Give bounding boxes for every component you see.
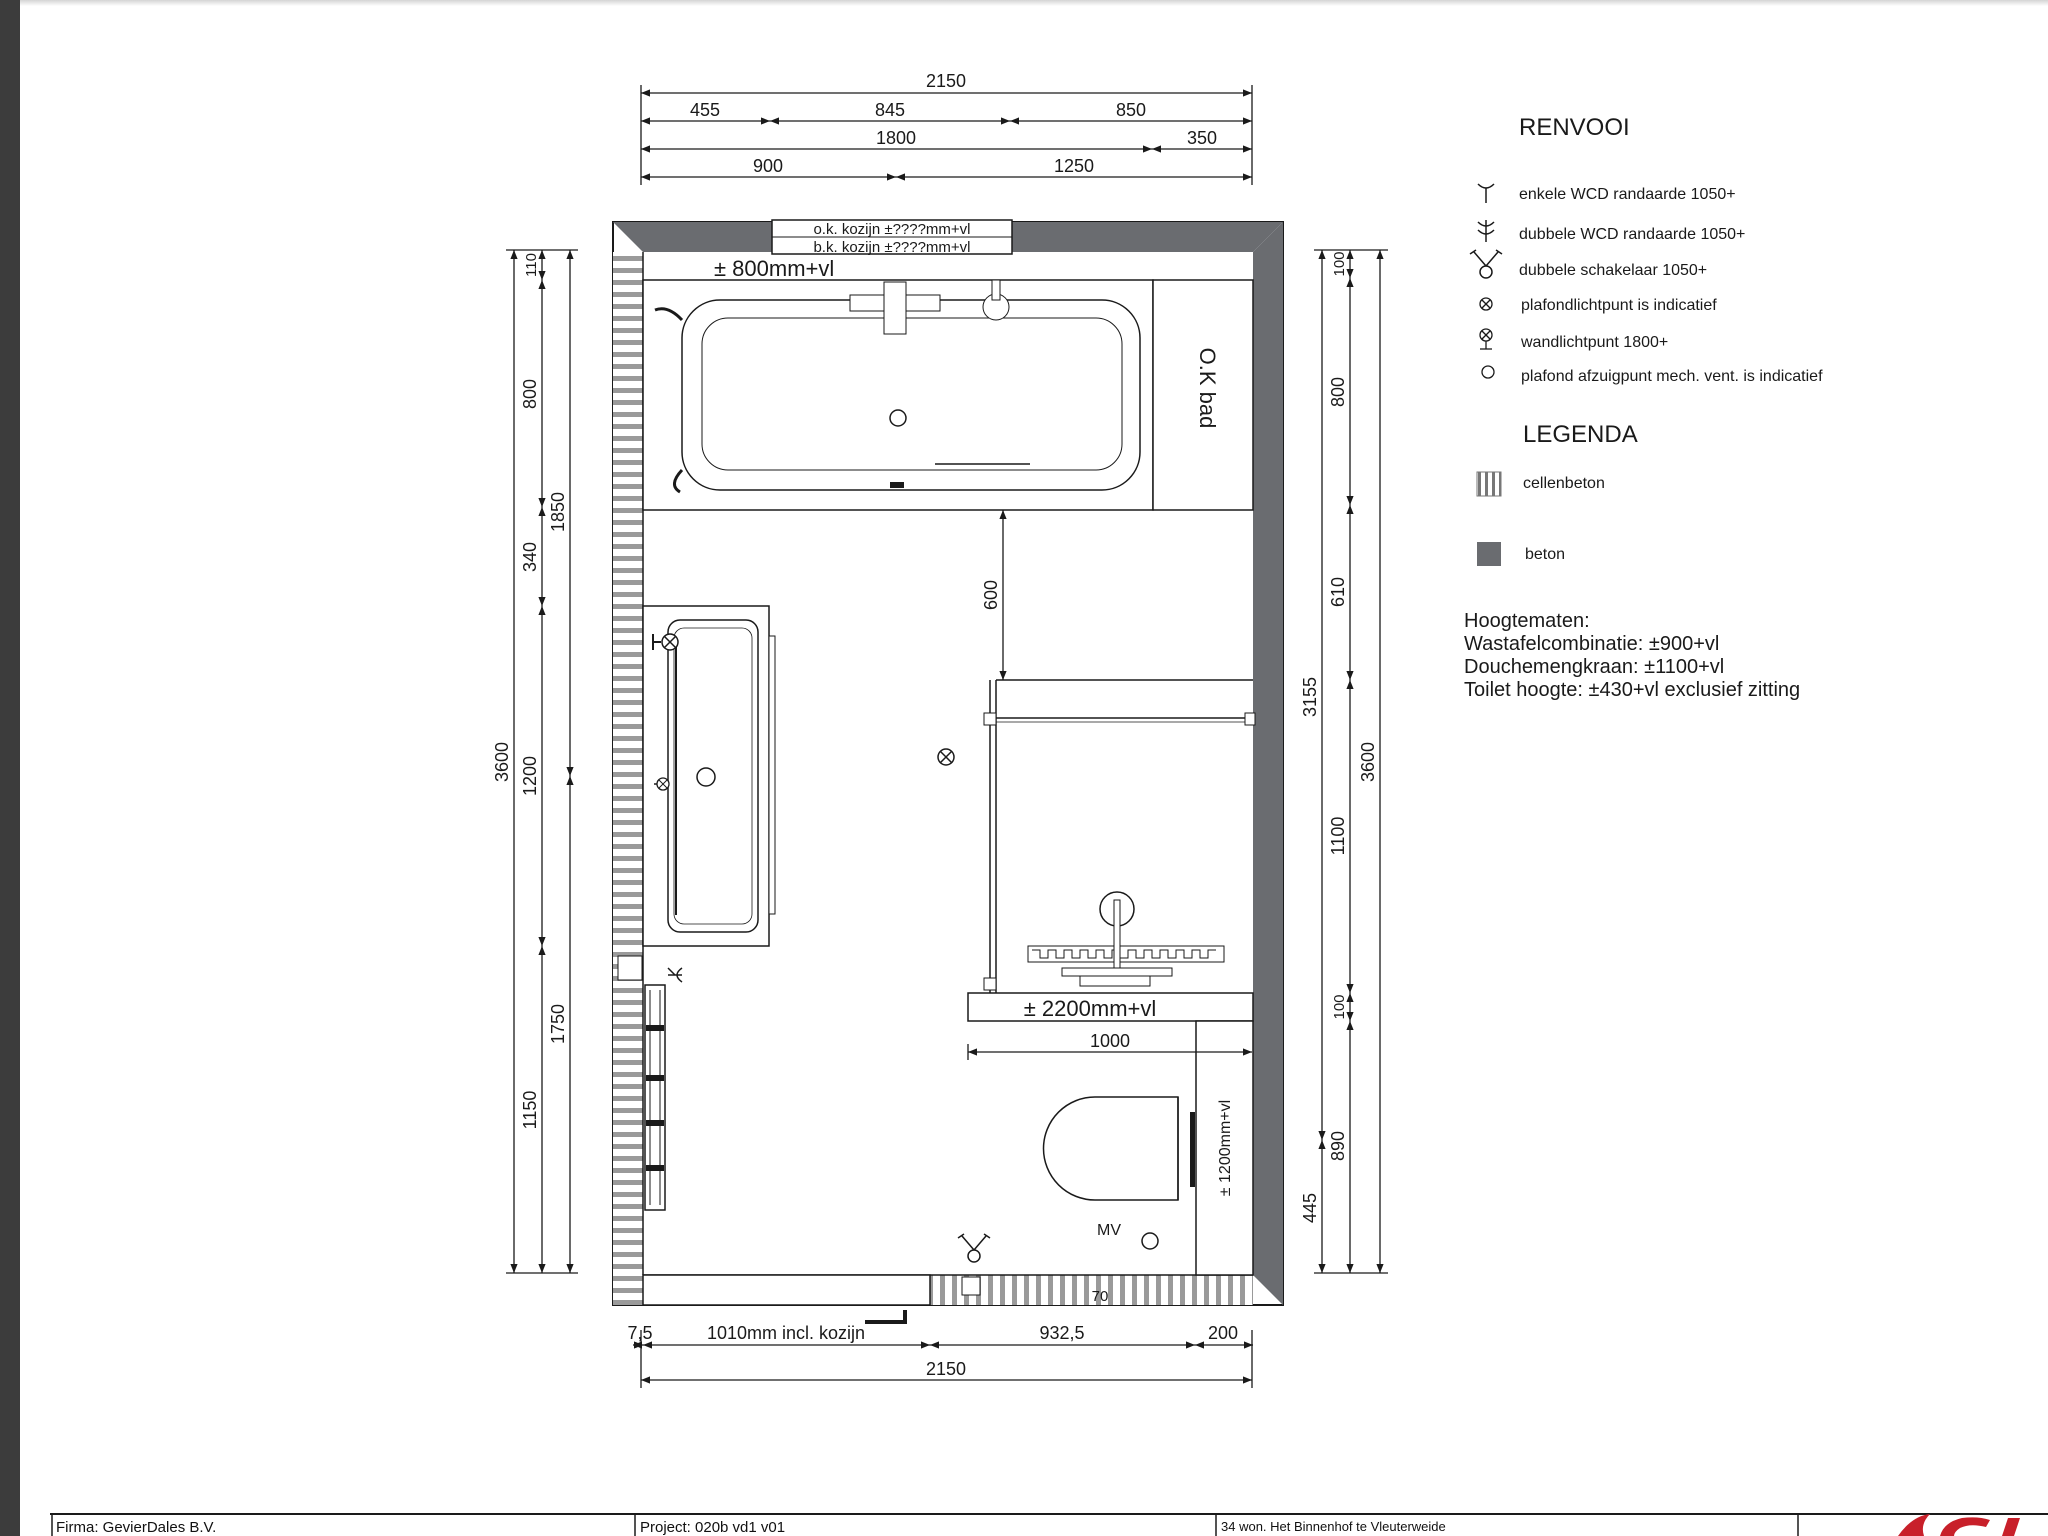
dim-left-d: 1200 bbox=[520, 755, 540, 797]
dim-bottom-d: 200 bbox=[1207, 1323, 1239, 1343]
dim-right-mid-a: 3155 bbox=[1300, 676, 1320, 718]
ceiling-light-icon bbox=[1480, 298, 1492, 310]
window-top-label: o.k. kozijn ±????mm+vl bbox=[813, 221, 971, 238]
dim-left-a: 110 bbox=[523, 253, 540, 277]
washbasin bbox=[643, 606, 775, 946]
dim-top-row3-a: 900 bbox=[752, 156, 784, 176]
wall-light-icon bbox=[1480, 329, 1492, 349]
shower-height-label: ± 2200mm+vl bbox=[1023, 996, 1157, 1021]
legenda bbox=[1477, 421, 1638, 566]
title-block bbox=[50, 1514, 2048, 1536]
renvooi-item-label: dubbele WCD randaarde 1050+ bbox=[1519, 226, 1746, 243]
height-note-line: Wastafelcombinatie: ±900+vl bbox=[1464, 633, 1720, 655]
renvooi-item-label: enkele WCD randaarde 1050+ bbox=[1519, 186, 1736, 203]
dim-left-mid-a: 1850 bbox=[548, 491, 568, 533]
firma-label: Firma: GevierDales B.V. bbox=[56, 1519, 217, 1536]
bath-drain bbox=[890, 410, 906, 426]
dim-bath-gap: 600 bbox=[981, 579, 1001, 611]
dim-right-b: 800 bbox=[1328, 376, 1348, 408]
dim-shower-width: 1000 bbox=[1089, 1031, 1131, 1051]
dim-bottom-c: 932,5 bbox=[1039, 1323, 1085, 1343]
dim-right-a: 100 bbox=[1331, 251, 1348, 277]
dim-left-mid-b: 1750 bbox=[548, 1003, 568, 1045]
ok-bad-label: O.K bad bbox=[1195, 347, 1220, 429]
double-switch-icon bbox=[1470, 250, 1502, 278]
ventilation-point-symbol bbox=[1142, 1233, 1158, 1249]
concrete-swatch bbox=[1477, 542, 1501, 566]
dim-right-d: 1100 bbox=[1328, 816, 1348, 856]
double-socket-icon bbox=[1478, 220, 1494, 242]
shower bbox=[968, 680, 1255, 1021]
renvooi-item-label: plafondlichtpunt is indicatief bbox=[1521, 297, 1717, 314]
socket-symbol-radiator bbox=[668, 968, 682, 982]
dim-top-row1-a: 455 bbox=[689, 100, 721, 120]
ventilation-point-icon bbox=[1482, 366, 1494, 378]
dim-top-row2-a: 1800 bbox=[875, 128, 917, 148]
height-note-line: Douchemengkraan: ±1100+vl bbox=[1464, 656, 1725, 678]
project-label: Project: 020b vd1 v01 bbox=[640, 1519, 786, 1536]
ceiling-light-symbol bbox=[938, 749, 954, 765]
renvooi-item-label: dubbele schakelaar 1050+ bbox=[1519, 262, 1708, 279]
window-bottom-label: b.k. kozijn ±????mm+vl bbox=[813, 239, 971, 256]
dim-left-e: 1150 bbox=[520, 1090, 540, 1130]
dim-bottom-a: 7,5 bbox=[627, 1323, 653, 1343]
height-notes-title: Hoogtematen: bbox=[1464, 610, 1590, 632]
dim-left-c: 340 bbox=[520, 541, 540, 573]
right-concrete-wall bbox=[1253, 222, 1283, 1305]
renvooi-legend bbox=[1470, 114, 1823, 385]
dim-bottom-b: 1010mm incl. kozijn bbox=[706, 1323, 866, 1343]
dim-right-c: 610 bbox=[1328, 576, 1348, 608]
dim-left-b: 800 bbox=[520, 378, 540, 410]
dim-right-mid-b: 445 bbox=[1300, 1192, 1320, 1224]
bathtub bbox=[643, 280, 1253, 510]
mv-label: MV bbox=[1097, 1222, 1121, 1239]
height-notes bbox=[1464, 610, 1800, 701]
single-socket-icon bbox=[1478, 184, 1494, 203]
legenda-item-label: beton bbox=[1525, 546, 1566, 563]
dim-top-overall: 2150 bbox=[925, 71, 967, 91]
basin-drain bbox=[697, 768, 715, 786]
company-logo-icon bbox=[1898, 1514, 2020, 1536]
dim-top-row1-b: 845 bbox=[874, 100, 906, 120]
dim-right-e: 100 bbox=[1331, 994, 1348, 1020]
renvooi-item-label: plafond afzuigpunt mech. vent. is indicatief bbox=[1521, 368, 1823, 385]
height-note-line: Toilet hoogte: ±430+vl exclusief zitting bbox=[1464, 679, 1801, 701]
bath-height-label: ± 800mm+vl bbox=[714, 256, 835, 281]
dim-top-row2-b: 350 bbox=[1186, 128, 1218, 148]
dim-door-offset: 70 bbox=[1091, 1288, 1109, 1305]
toilet-wall-height-label: ± 1200mm+vl bbox=[1217, 1099, 1234, 1197]
legenda-item-label: cellenbeton bbox=[1523, 475, 1605, 492]
dim-left-overall: 3600 bbox=[492, 741, 512, 783]
left-cellular-wall bbox=[613, 252, 643, 1305]
door-frame bbox=[643, 1275, 930, 1305]
dim-right-overall: 3600 bbox=[1358, 741, 1378, 783]
dim-right-f: 890 bbox=[1328, 1130, 1348, 1162]
renvooi-title: RENVOOI bbox=[1519, 114, 1630, 141]
location-label: 34 won. Het Binnenhof te Vleuterweide bbox=[1221, 1519, 1446, 1534]
dim-top-row1-c: 850 bbox=[1115, 100, 1147, 120]
dim-bottom-overall: 2150 bbox=[925, 1359, 967, 1379]
cellular-concrete-swatch bbox=[1477, 472, 1501, 496]
dim-top-row3-b: 1250 bbox=[1053, 156, 1095, 176]
renvooi-item-label: wandlichtpunt 1800+ bbox=[1521, 334, 1669, 351]
legenda-title: LEGENDA bbox=[1523, 421, 1638, 448]
